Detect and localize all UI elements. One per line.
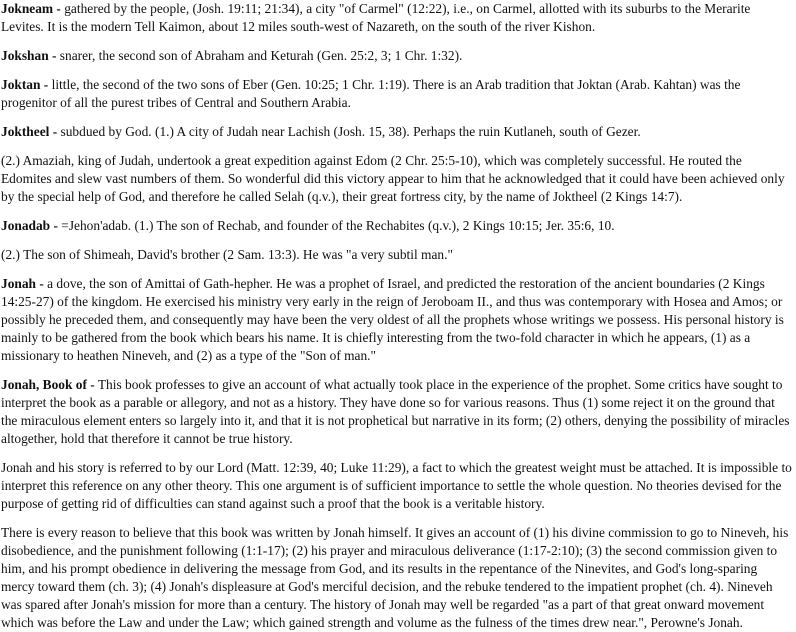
dictionary-entry <box>1 376 793 448</box>
entry-term: Joktheel - <box>1 124 58 139</box>
dictionary-entry <box>1 0 793 36</box>
dictionary-entry <box>1 524 793 632</box>
entry-definition: gathered by the people, (Josh. 19:11; 21:34), a city "of Carmel" (12:22), i.e., on Carmel, allotted with its suburbs to the Merarite Levites. It is the modern Tell Kaimon, about 12 miles south-west of Nazareth, on the south of the river Kishon. <box>1 1 751 34</box>
dictionary-entry <box>1 123 793 141</box>
entry-term: Jonadab - <box>1 218 58 233</box>
entry-term: Jonah - <box>1 276 44 291</box>
entry-definition: (2.) The son of Shimeah, David's brother (2 Sam. 13:3). He was "a very subtil man." <box>1 247 453 262</box>
dictionary-entry <box>1 217 793 235</box>
entry-definition: little, the second of the two sons of Eber (Gen. 10:25; 1 Chr. 1:19). There is an Arab tradition that Joktan (Arab. Kahtan) was the progenitor of all the purest tribes of Central and Southern Arabia. <box>1 77 741 110</box>
dictionary-entry <box>1 246 793 264</box>
entry-term: Jokneam - <box>1 1 61 16</box>
dictionary-entry <box>1 275 793 365</box>
dictionary-entry <box>1 459 793 513</box>
entry-term: Jonah, Book of - <box>1 377 95 392</box>
entry-definition: This book professes to give an account of what actually took place in the experience of the prophet. Some critics have sought to interpret the book as a parable or allegory, and not as a history. They have done so for various reasons. Thus (1) some reject it on the ground that the miraculous element enters so largely into it, and that it is not prophetical but narrative in its form; (2) others, denying the possibility of miracles altogether, hold that therefore it cannot be true history. <box>1 377 790 446</box>
entry-definition: a dove, the son of Amittai of Gath-hepher. He was a prophet of Israel, and predicted the restoration of the ancient boundaries (2 Kings 14:25-27) of the kingdom. He exercised his ministry very early in the reign of Jeroboam II., and thus was contemporary with Hosea and Amos; or possibly he preceded them, and consequently may have been the very oldest of all the prophets whose writings we possess. His personal history is mainly to be gathered from the book which bears his name. It is chiefly interesting from the two-fold character in which he appears, (1) as a missionary to heathen Nineveh, and (2) as a type of the "Son of man." <box>1 276 784 363</box>
entry-term: Jokshan - <box>1 48 57 63</box>
dictionary-entry <box>1 152 793 206</box>
entry-definition: subdued by God. (1.) A city of Judah near Lachish (Josh. 15, 38). Perhaps the ruin Kutlaneh, south of Gezer. <box>57 124 641 139</box>
dictionary-entry <box>1 76 793 112</box>
entry-definition: (2.) Amaziah, king of Judah, undertook a great expedition against Edom (2 Chr. 25:5-10), which was completely successful. He routed the Edomites and slew vast numbers of them. So wonderful did this victory appear to him that he acknowledged that it could have been achieved only by the special help of God, and therefore he called Selah (q.v.), their great fortress city, by the name of Joktheel (2 Kings 14:7). <box>1 153 785 204</box>
entry-definition: There is every reason to believe that this book was written by Jonah himself. It gives an account of (1) his divine commission to go to Nineveh, his disobedience, and the punishment following (1:1-17); (2) his prayer and miraculous deliverance (1:17-2:10); (3) the second commission given to him, and his prompt obedience in delivering the message from God, and its results in the repentance of the Ninevites, and God's long-sparing mercy toward them (ch. 3); (4) Jonah's displeasure at God's merciful decision, and the rebuke tendered to the impatient prophet (ch. 4). Nineveh was spared after Jonah's mission for more than a century. The history of Jonah may well be regarded "as a part of that great onward movement which was before the Law and under the Law; which gained strength and volume as the fulness of the times drew near.", Perowne's Jonah. <box>1 525 789 630</box>
entry-definition: Jonah and his story is referred to by our Lord (Matt. 12:39, 40; Luke 11:29), a fact to which the greatest weight must be attached. It is impossible to interpret this reference on any other theory. This one argument is of sufficient importance to settle the whole question. No theories devised for the purpose of getting rid of difficulties can stand against such a proof that the book is a veritable history. <box>1 460 792 511</box>
dictionary-entry <box>1 47 793 65</box>
entry-term: Joktan - <box>1 77 49 92</box>
entry-definition: snarer, the second son of Abraham and Keturah (Gen. 25:2, 3; 1 Chr. 1:32). <box>56 48 463 63</box>
entry-definition: =Jehon'adab. (1.) The son of Rechab, and founder of the Rechabites (q.v.), 2 Kings 10:15; Jer. 35:6, 10. <box>57 218 615 233</box>
